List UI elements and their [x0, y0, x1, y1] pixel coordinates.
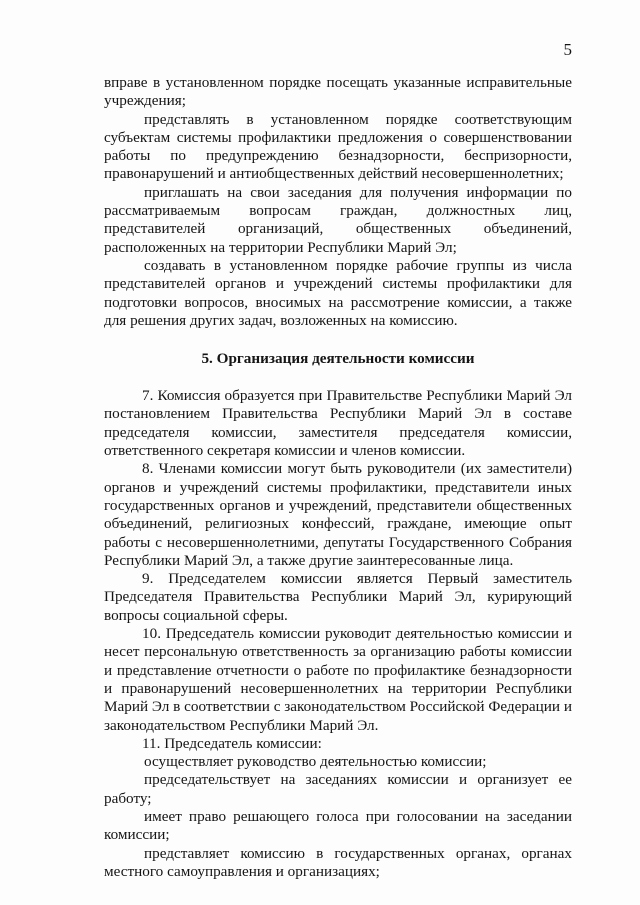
document-body [104, 74, 572, 881]
paragraph: председательствует на заседаниях комиссии и организует ее работу; [104, 771, 572, 807]
section-heading: 5. Организация деятельности комиссии [201, 350, 475, 368]
paragraph: представлять в установленном порядке соответствующим субъектам системы профилактики предложения о совершенствовании работы по предупреждению безнадзорности, беспризорности, правонарушений и антиобщественных действий несовершеннолетних; [104, 110, 572, 183]
paragraph: создавать в установленном порядке рабочие группы из числа представителей органов и учреждений системы профилактики для подготовки вопросов, вносимых на рассмотрение комиссии, а также для решения других задач, возложенных на комиссию. [104, 256, 572, 329]
paragraph: осуществляет руководство деятельностью комиссии; [144, 753, 487, 771]
paragraph: приглашать на свои заседания для получения информации по рассматриваемым вопросам граждан, должностных лиц, представителей организаций, общественных объединений, расположенных на территории Республики Марий Эл; [104, 183, 572, 256]
page-number: 5 [563, 40, 572, 59]
paragraph: 10. Председатель комиссии руководит деятельностью комиссии и несет персональную ответственность за организацию работы комиссии и представление отчетности о работе по профилактике безнадзорности и правонарушений несовершеннолетних на территории Республики Марий Эл в соответствии с законодательством Российской Федерации и законодательством Республики Марий Эл. [104, 625, 572, 734]
paragraph: представляет комиссию в государственных органах, органах местного самоуправления и организациях; [104, 844, 572, 880]
paragraph: 9. Председателем комиссии является Первый заместитель Председателя Правительства Республики Марий Эл, курирующий вопросы социальной сферы. [104, 570, 572, 624]
paragraph: 7. Комиссия образуется при Правительстве Республики Марий Эл постановлением Правительства Республики Марий Эл в составе председателя комиссии, заместителя председателя комиссии, ответственного секретаря комиссии и членов комиссии. [104, 387, 572, 460]
paragraph: 8. Членами комиссии могут быть руководители (их заместители) органов и учреждений системы профилактики, представители иных государственных органов и учреждений, представители общественных объединений, религиозных конфессий, граждане, имеющие опыт работы с несовершеннолетними, депутаты Государственного Собрания Республики Марий Эл, а также другие заинтересованные лица. [104, 460, 572, 569]
paragraph: вправе в установленном порядке посещать указанные исправительные учреждения; [104, 74, 572, 110]
paragraph: 11. Председатель комиссии: [142, 734, 322, 752]
paragraph: имеет право решающего голоса при голосовании на заседании комиссии; [104, 807, 572, 844]
